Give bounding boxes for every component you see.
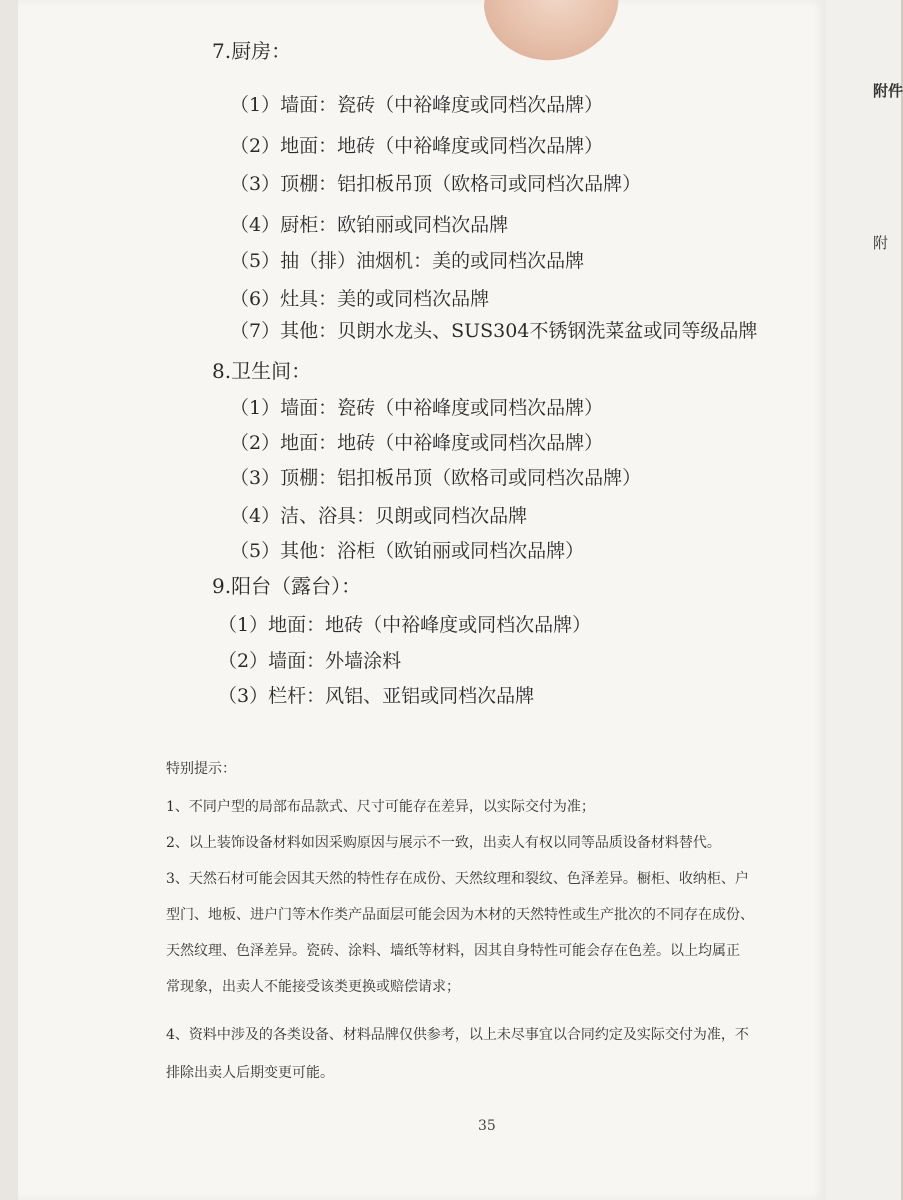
list-item: （4）厨柜：欧铂丽或同档次品牌 [230, 214, 509, 236]
list-item: （3）顶棚：铝扣板吊顶（欧格司或同档次品牌） [230, 467, 642, 489]
list-item: （2）地面：地砖（中裕峰度或同档次品牌） [230, 432, 604, 454]
note-line: 天然纹理、色泽差异。瓷砖、涂料、墙纸等材料，因其自身特性可能会存在色差。以上均属正 [166, 943, 740, 959]
list-item: （2）墙面：外墙涂料 [218, 650, 402, 672]
adjacent-page-text-2: 附 [873, 234, 889, 252]
list-item: （3）顶棚：铝扣板吊顶（欧格司或同档次品牌） [230, 173, 642, 195]
list-item: （4）洁、浴具：贝朗或同档次品牌 [230, 505, 528, 527]
notes-title: 特别提示： [166, 761, 236, 777]
list-item: （1）墙面：瓷砖（中裕峰度或同档次品牌） [230, 397, 604, 419]
note-line: 4、资料中涉及的各类设备、材料品牌仅供参考，以上未尽事宜以合同约定及实际交付为准，不 [166, 1027, 749, 1043]
section-heading-balcony: 9.阳台（露台）： [212, 574, 362, 598]
note-line: 常现象，出卖人不能接受该类更换或赔偿请求； [166, 979, 460, 995]
note-line: 1、不同户型的局部布品款式、尺寸可能存在差异，以实际交付为准； [166, 799, 595, 815]
note-line: 3、天然石材可能会因其天然的特性存在成份、天然纹理和裂纹、色泽差异。橱柜、收纳柜、户 [166, 871, 749, 887]
list-item: （7）其他：贝朗水龙头、SUS304不锈钢洗菜盆或同等级品牌 [230, 320, 758, 342]
list-item: （2）地面：地砖（中裕峰度或同档次品牌） [230, 135, 604, 157]
page-content [18, 0, 826, 1200]
note-line: 2、以上装饰设备材料如因采购原因与展示不一致，出卖人有权以同等品质设备材料替代。 [166, 835, 721, 851]
section-heading-kitchen: 7.厨房： [212, 39, 292, 63]
list-item: （1）地面：地砖（中裕峰度或同档次品牌） [218, 614, 592, 636]
list-item: （5）其他：浴柜（欧铂丽或同档次品牌） [230, 540, 585, 562]
page-number: 35 [478, 1118, 496, 1134]
list-item: （5）抽（排）油烟机：美的或同档次品牌 [230, 250, 585, 272]
section-heading-bathroom: 8.卫生间： [212, 359, 312, 383]
note-line: 排除出卖人后期变更可能。 [166, 1065, 334, 1081]
note-line: 型门、地板、进户门等木作类产品面层可能会因为木材的天然特性或生产批次的不同存在成份、 [166, 907, 754, 923]
list-item: （3）栏杆：风铝、亚铝或同档次品牌 [218, 685, 535, 707]
document-page [18, 0, 826, 1200]
adjacent-page [820, 0, 901, 1200]
list-item: （6）灶具：美的或同档次品牌 [230, 288, 490, 310]
adjacent-page-text-1: 附件 [873, 82, 903, 100]
list-item: （1）墙面：瓷砖（中裕峰度或同档次品牌） [230, 94, 604, 116]
